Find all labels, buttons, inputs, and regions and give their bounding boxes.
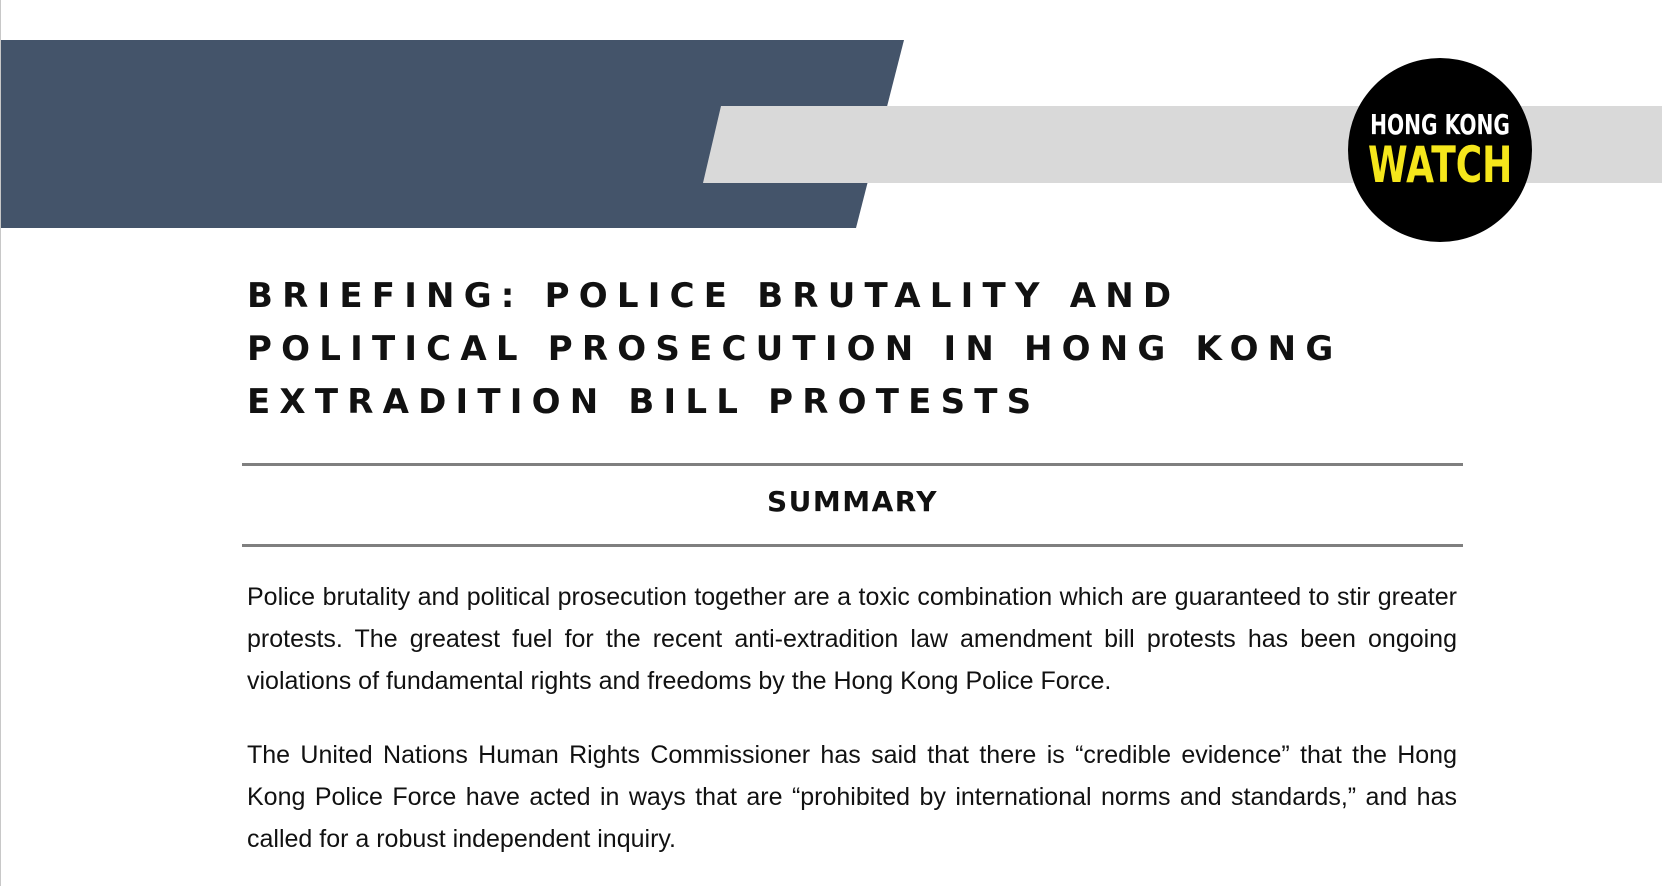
logo-text-watch: WATCH — [1367, 136, 1513, 194]
summary-paragraph-2: The United Nations Human Rights Commissioner has said that there is “credible evidence” that the Hong Kong Police Force have acted in ways that are “prohibited by international norms and standards,” and has called for a robust independent inquiry. — [247, 741, 1457, 853]
summary-rule-top — [242, 463, 1463, 466]
summary-heading: SUMMARY — [766, 485, 939, 518]
logo-text-hong-kong: HONG KONG — [1370, 108, 1510, 141]
summary-paragraph-1: Police brutality and political prosecution together are a toxic combination which are guaranteed to stir greater protests. The greatest fuel for the recent anti-extradition law amendment bill protests has been ongoing violations of fundamental rights and freedoms by the Hong Kong Police Force. — [247, 583, 1457, 695]
hong-kong-watch-logo — [1348, 58, 1532, 242]
document-title: BRIEFING: POLICE BRUTALITY AND POLITICAL PROSECUTION IN HONG KONG EXTRADITION BILL PROTESTS — [247, 276, 1343, 422]
summary-rule-bottom — [242, 544, 1463, 547]
